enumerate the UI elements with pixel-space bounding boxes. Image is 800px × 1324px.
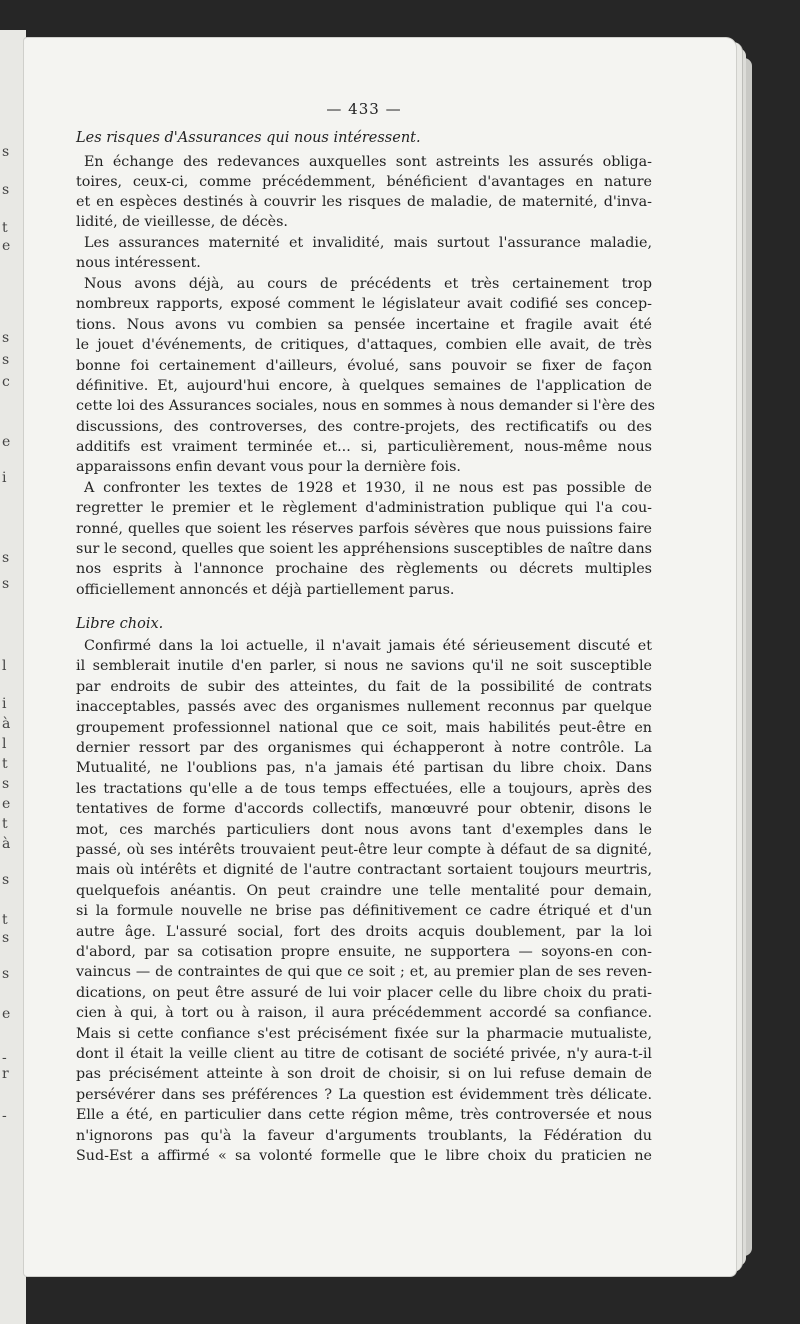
text-line: cette loi des Assurances sociales, nous en sommes à nous demander si l'ère des bbox=[76, 398, 655, 414]
prev-page-fragment: t bbox=[2, 816, 8, 832]
text-line: n'ignorons pas qu'à la faveur d'arguments troublants, la Fédération du bbox=[76, 1128, 652, 1144]
text-line: inacceptables, passés avec des organismes nullement reconnus par quelque bbox=[76, 699, 652, 715]
prev-page-fragment: l bbox=[2, 658, 7, 674]
prev-page-fragment: t bbox=[2, 756, 8, 772]
text-line: Nous avons déjà, au cours de précédents et très certainement trop bbox=[84, 276, 652, 292]
text-line: autre âge. L'assuré social, fort des droits acquis doublement, par la loi bbox=[76, 924, 652, 940]
text-line: discussions, des controverses, des contre-projets, des rectificatifs ou des bbox=[76, 419, 652, 435]
prev-page-fragment: s bbox=[2, 352, 10, 368]
text-line: nous intéressent. bbox=[76, 255, 201, 271]
prev-page-fragment: c bbox=[2, 374, 10, 390]
text-line: d'abord, par sa cotisation propre ensuite, ne supportera — soyons-en con- bbox=[76, 944, 652, 960]
book-page bbox=[24, 38, 736, 1276]
prev-page-fragment: e bbox=[2, 434, 11, 450]
text-line: définitive. Et, aujourd'hui encore, à quelques semaines de l'application de bbox=[76, 378, 652, 394]
text-line: toires, ceux-ci, comme précédemment, bénéficient d'avantages en nature bbox=[76, 174, 652, 190]
text-line: Elle a été, en particulier dans cette région même, très controversée et nous bbox=[76, 1107, 652, 1123]
text-line: bonne foi certainement d'ailleurs, évolué, sans pouvoir se fixer de façon bbox=[76, 358, 652, 374]
prev-page-fragment: i bbox=[2, 470, 7, 486]
text-line: lidité, de vieillesse, de décès. bbox=[76, 214, 288, 230]
text-line: passé, où ses intérêts trouvaient peut-être leur compte à défaut de sa dignité, bbox=[76, 842, 652, 858]
prev-page-fragment: s bbox=[2, 930, 10, 946]
text-line: quelquefois anéantis. On peut craindre une telle mentalité pour demain, bbox=[76, 883, 652, 899]
text-line: A confronter les textes de 1928 et 1930, il ne nous est pas possible de bbox=[84, 480, 652, 496]
text-line: pas précisément atteinte à son droit de choisir, si on lui refuse demain de bbox=[76, 1066, 652, 1082]
prev-page-fragment: t bbox=[2, 912, 8, 928]
text-line: mais où intérêts et dignité de l'autre contractant sortaient toujours meurtris, bbox=[76, 862, 652, 878]
prev-page-fragment: - bbox=[2, 1050, 7, 1066]
text-line: apparaissons enfin devant vous pour la dernière fois. bbox=[76, 459, 461, 475]
page-number: — 433 — bbox=[326, 100, 402, 118]
prev-page-fragment: e bbox=[2, 238, 11, 254]
text-line: regretter le premier et le règlement d'administration publique qui l'a cou- bbox=[76, 500, 652, 516]
prev-page-fragment: l bbox=[2, 736, 7, 752]
text-line: additifs est vraiment terminée et... si, particulièrement, nous-même nous bbox=[76, 439, 652, 455]
prev-page-fragment: s bbox=[2, 182, 10, 198]
text-line: mot, ces marchés particuliers dont nous avons tant d'exemples dans le bbox=[76, 822, 652, 838]
text-line: si la formule nouvelle ne brise pas définitivement ce cadre étriqué et d'un bbox=[76, 903, 652, 919]
prev-page-fragment: s bbox=[2, 872, 10, 888]
prev-page-fragment: e bbox=[2, 1006, 11, 1022]
text-line: vaincus — de contraintes de qui que ce soit ; et, au premier plan de ses reven- bbox=[76, 964, 652, 980]
text-line: ronné, quelles que soient les réserves parfois sévères que nous puissions faire bbox=[76, 521, 652, 537]
text-line: par endroits de subir des atteintes, du fait de la possibilité de contrats bbox=[76, 679, 652, 695]
section-title: Les risques d'Assurances qui nous intéressent. bbox=[76, 130, 421, 146]
text-line: et en espèces destinés à couvrir les risques de maladie, de maternité, d'inva- bbox=[76, 194, 652, 210]
text-line: Sud-Est a affirmé « sa volonté formelle que le libre choix du praticien ne bbox=[76, 1148, 652, 1164]
prev-page-fragment: - bbox=[2, 1108, 7, 1124]
text-line: officiellement annoncés et déjà partiellement parus. bbox=[76, 582, 455, 598]
previous-page-edge bbox=[0, 30, 26, 1324]
section-title: Libre choix. bbox=[76, 616, 164, 632]
text-line: En échange des redevances auxquelles sont astreints les assurés obliga- bbox=[84, 154, 652, 170]
prev-page-fragment: s bbox=[2, 144, 10, 160]
text-line: dont il était la veille client au titre de cotisant de société privée, n'y aura-t-il bbox=[76, 1046, 652, 1062]
prev-page-fragment: s bbox=[2, 966, 10, 982]
text-line: dications, on peut être assuré de lui voir placer celle du libre choix du prati- bbox=[76, 985, 652, 1001]
text-line: groupement professionnel national que ce soit, mais habilités peut-être en bbox=[76, 720, 652, 736]
prev-page-fragment: i bbox=[2, 696, 7, 712]
text-line: il semblerait inutile d'en parler, si nous ne savions qu'il ne soit susceptible bbox=[76, 658, 652, 674]
text-line: sur le second, quelles que soient les appréhensions susceptibles de naître dans bbox=[76, 541, 652, 557]
text-line: persévérer dans ses préférences ? La question est évidemment très délicate. bbox=[76, 1087, 652, 1103]
text-line: tions. Nous avons vu combien sa pensée incertaine et fragile avait été bbox=[76, 317, 652, 333]
prev-page-fragment: à bbox=[2, 716, 11, 732]
prev-page-fragment: à bbox=[2, 836, 11, 852]
text-line: dernier ressort par des organismes qui échapperont à notre contrôle. La bbox=[76, 740, 652, 756]
text-line: nos esprits à l'annonce prochaine des règlements ou décrets multiples bbox=[76, 561, 652, 577]
text-line: Confirmé dans la loi actuelle, il n'avait jamais été sérieusement discuté et bbox=[84, 638, 652, 654]
text-line: Mais si cette confiance s'est précisément fixée sur la pharmacie mutualiste, bbox=[76, 1026, 652, 1042]
text-line: le jouet d'événements, de critiques, d'attaques, combien elle avait, de très bbox=[76, 337, 652, 353]
text-line: nombreux rapports, exposé comment le législateur avait codifié ses concep- bbox=[76, 296, 652, 312]
text-line: Mutualité, ne l'oublions pas, n'a jamais été partisan du libre choix. Dans bbox=[76, 760, 652, 776]
prev-page-fragment: r bbox=[2, 1066, 9, 1082]
prev-page-fragment: s bbox=[2, 576, 10, 592]
text-line: les tractations qu'elle a de tous temps effectuées, elle a toujours, après des bbox=[76, 781, 652, 797]
prev-page-fragment: s bbox=[2, 550, 10, 566]
text-line: cien à qui, à tort ou à raison, il aura précédemment accordé sa confiance. bbox=[76, 1005, 652, 1021]
prev-page-fragment: e bbox=[2, 796, 11, 812]
text-line: Les assurances maternité et invalidité, mais surtout l'assurance maladie, bbox=[84, 235, 652, 251]
prev-page-fragment: s bbox=[2, 330, 10, 346]
prev-page-fragment: t bbox=[2, 220, 8, 236]
text-line: tentatives de forme d'accords collectifs, manœuvré pour obtenir, disons le bbox=[76, 801, 652, 817]
prev-page-fragment: s bbox=[2, 776, 10, 792]
